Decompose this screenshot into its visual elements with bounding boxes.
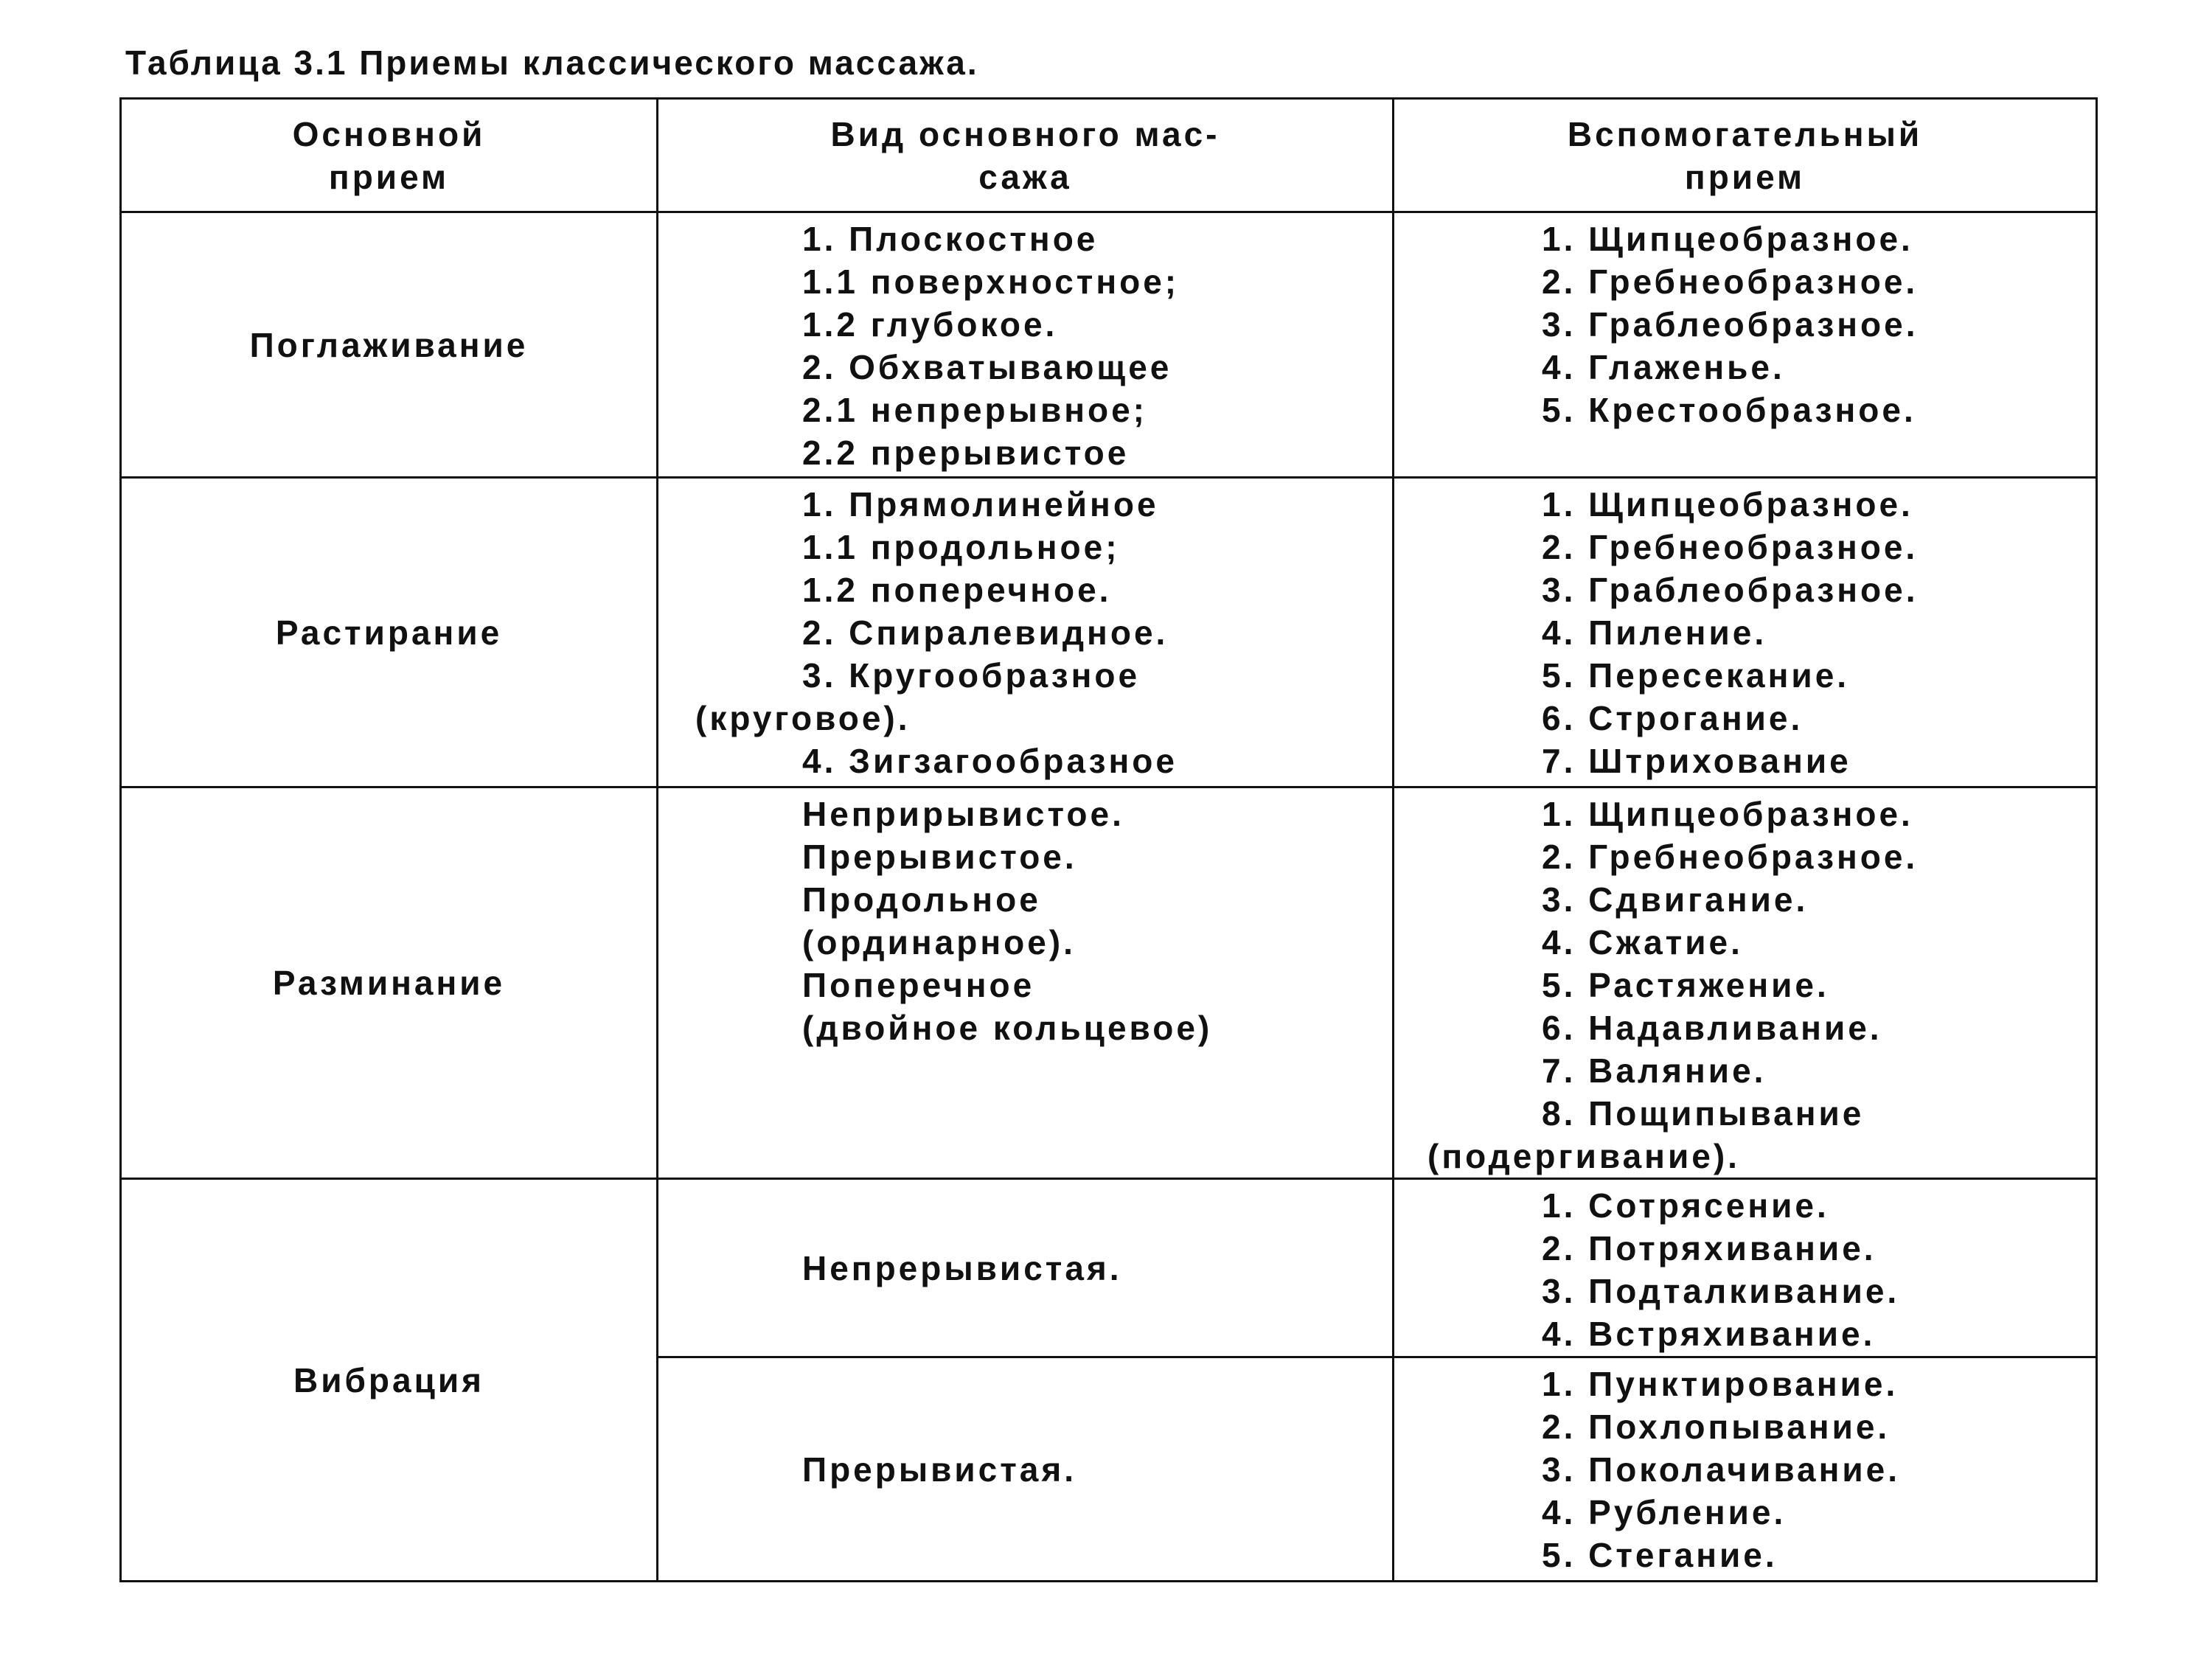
list-item: 1. Сотрясение. bbox=[1542, 1186, 1829, 1225]
massage-kind-cell bbox=[658, 1357, 1394, 1582]
list-item: 5. Пересекание. bbox=[1542, 656, 1850, 695]
table-row bbox=[121, 1179, 2097, 1357]
header-auxiliary-technique: Вспомогательный прием bbox=[1394, 99, 2097, 212]
table-caption: Таблица 3.1 Приемы классического массажа. bbox=[125, 44, 979, 82]
list-item: 7. Штрихование bbox=[1542, 742, 1851, 780]
list-item: 2. Потряхивание. bbox=[1542, 1229, 1877, 1267]
list-item: 2.2 прерывистое bbox=[802, 434, 1130, 472]
list-item: (подергивание). bbox=[1427, 1137, 1740, 1175]
list-item: 4. Зигзагообразное bbox=[802, 742, 1178, 780]
massage-kind-cell bbox=[658, 478, 1394, 787]
list-item: Поперечное bbox=[802, 966, 1035, 1004]
auxiliary-technique-cell bbox=[1394, 1179, 2097, 1357]
list-item: (двойное кольцевое) bbox=[802, 1009, 1213, 1047]
list-item: 1. Щипцеобразное. bbox=[1542, 795, 1913, 833]
list-item: 2.1 непрерывное; bbox=[802, 391, 1148, 429]
header-massage-kind: Вид основного мас- сажа bbox=[658, 99, 1394, 212]
table-row bbox=[121, 212, 2097, 478]
list-item: 5. Стегание. bbox=[1542, 1536, 1778, 1574]
table-row bbox=[121, 478, 2097, 787]
list-item: 5. Крестообразное. bbox=[1542, 391, 1916, 429]
massage-kind-cell bbox=[658, 212, 1394, 478]
list-item: 2. Гребнеобразное. bbox=[1542, 838, 1919, 876]
list-item: 3. Кругообразное bbox=[802, 656, 1141, 695]
list-item: 1. Щипцеобразное. bbox=[1542, 485, 1913, 524]
massage-kind-text: Непрерывистая. bbox=[802, 1248, 1122, 1287]
list-item: 3. Подталкивание. bbox=[1542, 1272, 1900, 1310]
massage-kind-cell bbox=[658, 787, 1394, 1179]
auxiliary-technique-cell bbox=[1394, 787, 2097, 1179]
list-item: 3. Поколачивание. bbox=[1542, 1450, 1900, 1489]
list-item: (ординарное). bbox=[802, 923, 1076, 961]
list-item: 4. Рубление. bbox=[1542, 1493, 1787, 1531]
list-item: 1. Пунктирование. bbox=[1542, 1365, 1899, 1403]
auxiliary-technique-cell bbox=[1394, 478, 2097, 787]
list-item: 1.2 глубокое. bbox=[802, 305, 1058, 344]
list-item: 4. Встряхивание. bbox=[1542, 1315, 1876, 1353]
list-item: 3. Граблеобразное. bbox=[1542, 571, 1919, 609]
list-item: 4. Пиление. bbox=[1542, 613, 1767, 652]
massage-kind-cell bbox=[658, 1179, 1394, 1357]
list-item: 3. Граблеобразное. bbox=[1542, 305, 1919, 344]
list-item: Неприрывистое. bbox=[802, 795, 1124, 833]
list-item: 6. Надавливание. bbox=[1542, 1009, 1882, 1047]
list-item: 1. Щипцеобразное. bbox=[1542, 220, 1913, 258]
main-technique-cell: Вибрация bbox=[121, 1179, 658, 1582]
main-technique-cell: Разминание bbox=[121, 787, 658, 1179]
list-item: 4. Глаженье. bbox=[1542, 348, 1785, 386]
list-item: 1.1 поверхностное; bbox=[802, 262, 1180, 301]
list-item: 4. Сжатие. bbox=[1542, 923, 1743, 961]
list-item: 3. Сдвигание. bbox=[1542, 880, 1809, 919]
list-item: (круговое). bbox=[695, 699, 911, 737]
list-item: 2. Гребнеобразное. bbox=[1542, 528, 1919, 566]
auxiliary-technique-cell bbox=[1394, 212, 2097, 478]
list-item: 2. Спиралевидное. bbox=[802, 613, 1169, 652]
header-main-technique: Основной прием bbox=[121, 99, 658, 212]
list-item: 7. Валяние. bbox=[1542, 1051, 1767, 1090]
list-item: 1.1 продольное; bbox=[802, 528, 1120, 566]
list-item: 1. Плоскостное bbox=[802, 220, 1099, 258]
list-item: 5. Растяжение. bbox=[1542, 966, 1829, 1004]
list-item: 2. Похлопывание. bbox=[1542, 1408, 1891, 1446]
list-item: 8. Пощипывание bbox=[1542, 1094, 1865, 1133]
list-item: Продольное bbox=[802, 880, 1041, 919]
list-item: 6. Строгание. bbox=[1542, 699, 1804, 737]
massage-kind-text: Прерывистая. bbox=[802, 1450, 1077, 1489]
main-technique-cell: Поглаживание bbox=[121, 212, 658, 478]
main-technique-cell: Растирание bbox=[121, 478, 658, 787]
list-item: 2. Обхватывающее bbox=[802, 348, 1172, 386]
massage-techniques-table bbox=[119, 97, 2098, 1582]
table-header-row bbox=[121, 99, 2097, 212]
auxiliary-technique-cell bbox=[1394, 1357, 2097, 1582]
list-item: 1. Прямолинейное bbox=[802, 485, 1159, 524]
table-row bbox=[121, 787, 2097, 1179]
list-item: 1.2 поперечное. bbox=[802, 571, 1112, 609]
list-item: 2. Гребнеобразное. bbox=[1542, 262, 1919, 301]
list-item: Прерывистое. bbox=[802, 838, 1077, 876]
